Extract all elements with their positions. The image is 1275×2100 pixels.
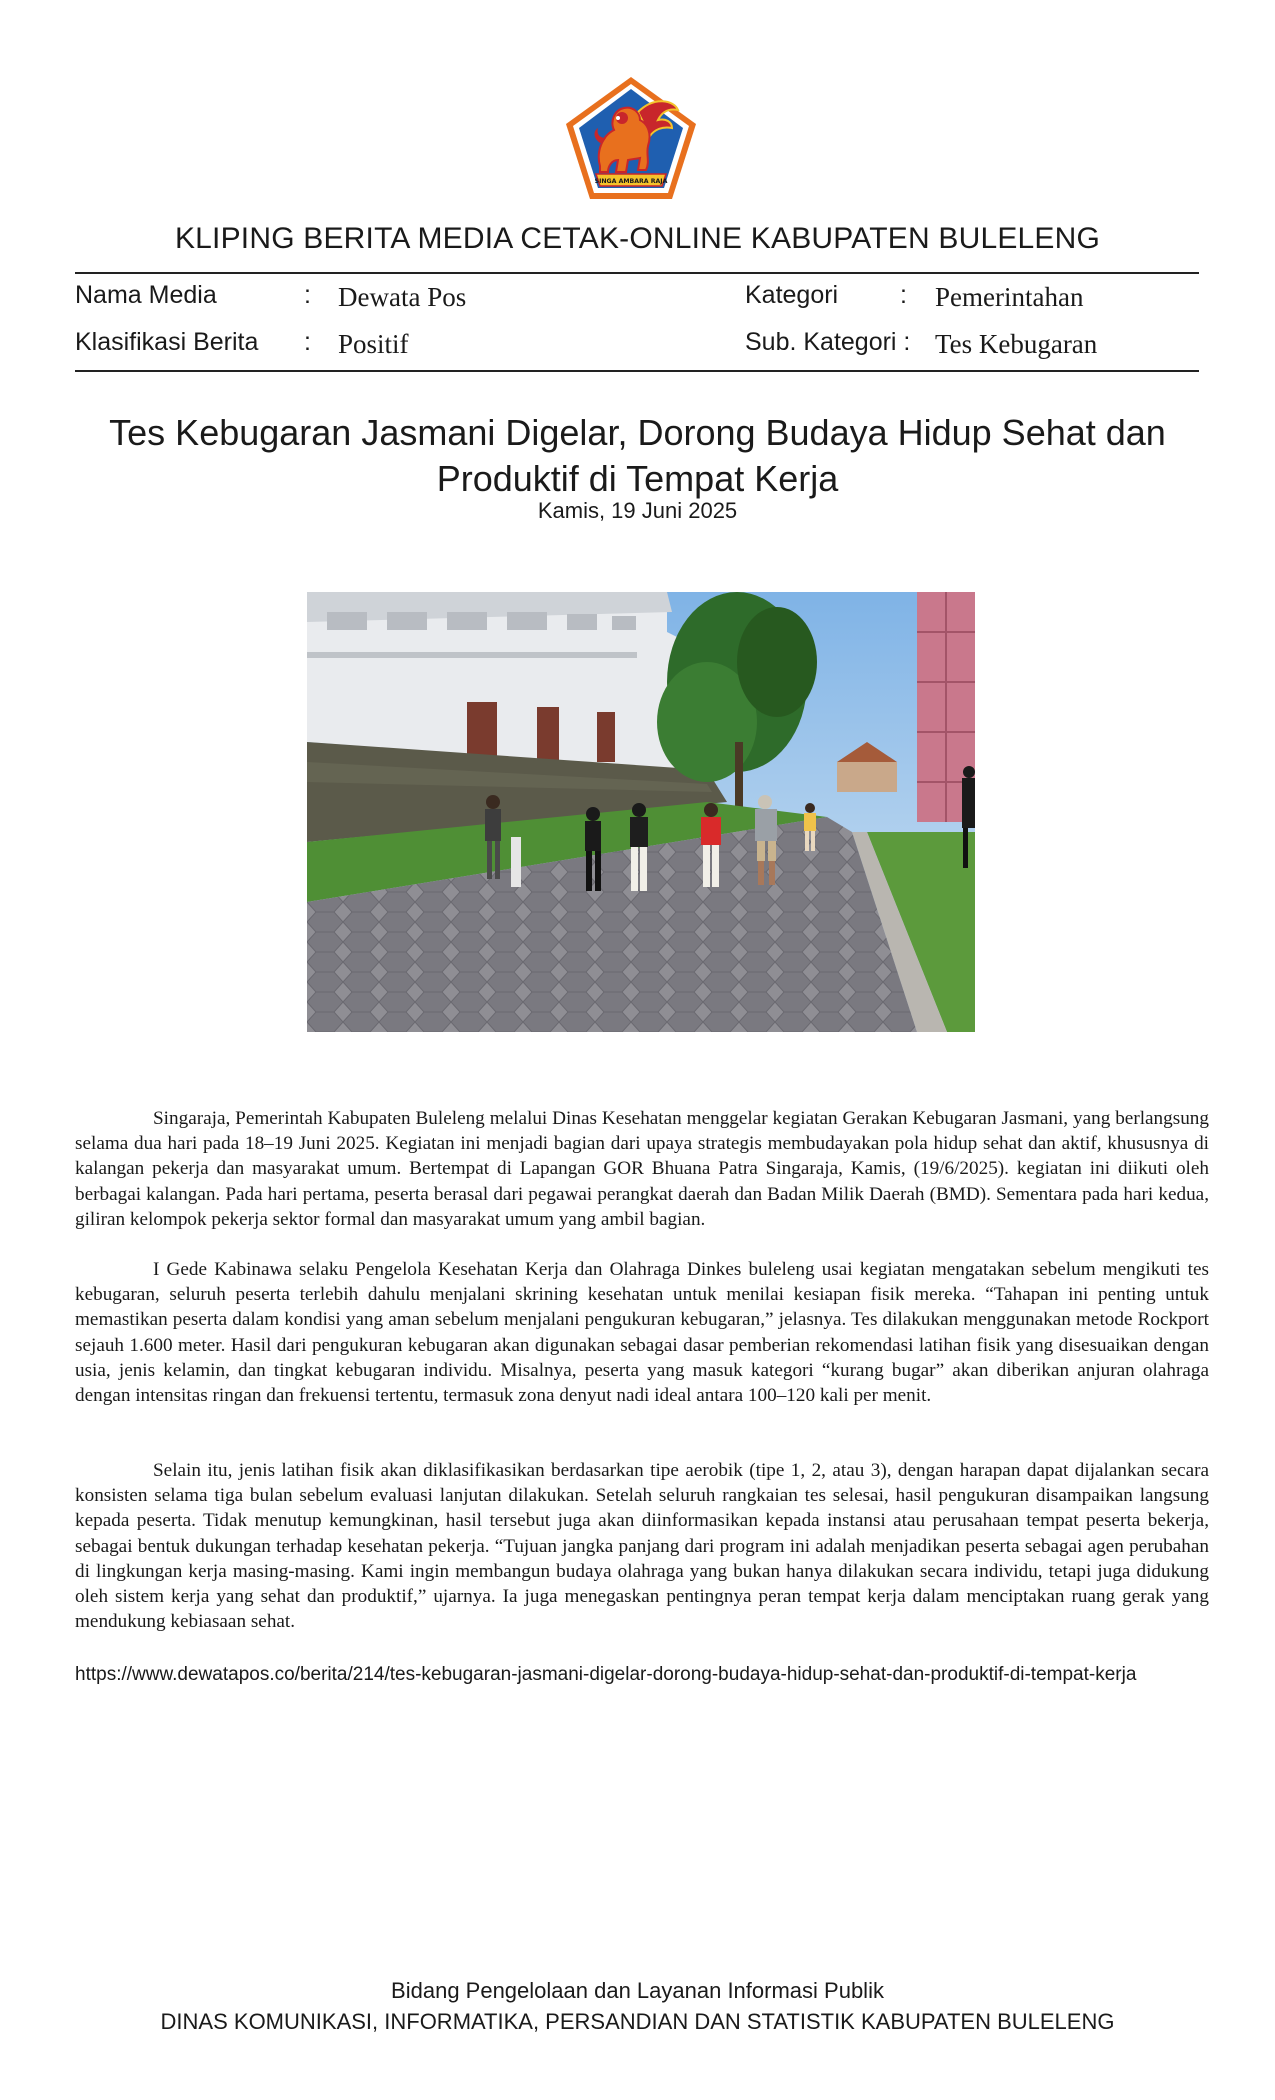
buleleng-emblem-logo	[562, 74, 700, 202]
kategori-value: Pemerintahan	[935, 282, 1084, 312]
headline-line-2: Produktif di Tempat Kerja	[436, 458, 839, 499]
article-date: Kamis, 19 Juni 2025	[537, 498, 738, 523]
nama-media-value: Dewata Pos	[338, 282, 467, 312]
article-photo	[307, 592, 975, 1032]
logo-motto: SINGA AMBARA RAJA	[594, 178, 668, 185]
nama-media-colon: :	[304, 281, 311, 309]
source-url-link[interactable]: https://www.dewatapos.co/berita/214/tes-kebugaran-jasmani-digelar-dorong-budaya-hidup-sehat-dan-produktif-di-tempat-kerja	[75, 1664, 1137, 1685]
klasifikasi-label: Klasifikasi Berita	[75, 328, 259, 356]
klasifikasi-value: Positif	[338, 329, 409, 359]
article-paragraph: I Gede Kabinawa selaku Pengelola Kesehatan Kerja dan Olahraga Dinkes buleleng usai kegiatan mengatakan sebelum mengikuti tes kebugaran, seluruh peserta terlebih dahulu menjalani skrining kesehatan untuk menilai kesiapan fisik mereka. “Tahapan ini penting untuk memastikan peserta dalam kondisi yang aman sebelum menjalani pengukuran kebugaran,” jelasnya. Tes dilakukan menggunakan metode Rockport sejauh 1.600 meter. Hasil dari pengukuran kebugaran akan digunakan sebagai dasar pemberian rekomendasi latihan fisik yang disesuaikan dengan usia, jenis kelamin, dan tingkat kebugaran individu. Misalnya, peserta yang masuk kategori “kurang bugar” akan diberikan anjuran olahraga dengan intensitas ringan dan frekuensi tertentu, termasuk zona denyut nadi ideal antara 100–120 kali per menit.	[75, 1259, 1209, 1407]
footer-agency: DINAS KOMUNIKASI, INFORMATIKA, PERSANDIAN DAN STATISTIK KABUPATEN BULELENG	[160, 2009, 1115, 2034]
header-top-rule	[75, 272, 1199, 274]
klasifikasi-colon: :	[304, 328, 311, 356]
kategori-label: Kategori	[745, 281, 839, 309]
article-paragraph: Singaraja, Pemerintah Kabupaten Buleleng melalui Dinas Kesehatan menggelar kegiatan Gerakan Kebugaran Jasmani, yang berlangsung selama dua hari pada 18–19 Juni 2025. Kegiatan ini menjadi bagian dari upaya strategis membudayakan pola hidup sehat dan aktif, khususnya di kalangan pekerja dan masyarakat umum. Bertempat di Lapangan GOR Bhuana Patra Singaraja, Kamis, (19/6/2025). kegiatan ini diikuti oleh berbagai kalangan. Pada hari pertama, peserta berasal dari pegawai perangkat daerah dan Badan Milik Daerah (BMD). Sementara pada hari kedua, giliran kelompok pekerja sektor formal dan masyarakat umum yang ambil bagian.	[75, 1108, 1209, 1230]
sub-kategori-value: Tes Kebugaran	[935, 329, 1098, 359]
article-headline	[100, 410, 1175, 502]
article-paragraph: Selain itu, jenis latihan fisik akan diklasifikasikan berdasarkan tipe aerobik (tipe 1, 2, atau 3), dengan harapan dapat dijalankan secara konsisten selama tiga bulan sebelum evaluasi lanjutan dilakukan. Setelah seluruh rangkaian tes selesai, hasil pengukuran disampaikan langsung kepada peserta. Tidak menutup kemungkinan, hasil tersebut juga akan diinformasikan kepada instansi atau perusahaan tempat peserta bekerja, sebagai bentuk dukungan terhadap kesehatan pekerja. “Tujuan jangka panjang dari program ini adalah menjadikan peserta sebagai agen perubahan di lingkungan kerja masing-masing. Kami ingin membangun budaya olahraga yang bukan hanya dilakukan secara individu, tetapi juga didukung oleh sistem kerja yang sehat dan produktif,” ujarnya. Ia juga menegaskan pentingnya peran tempat kerja dalam menciptakan ruang gerak yang mendukung kebiasaan sehat.	[75, 1460, 1209, 1633]
clipping-header-title: KLIPING BERITA MEDIA CETAK-ONLINE KABUPATEN BULELENG	[174, 222, 1101, 255]
headline-line-1: Tes Kebugaran Jasmani Digelar, Dorong Budaya Hidup Sehat dan	[109, 412, 1166, 453]
header-bottom-rule	[75, 370, 1199, 372]
sub-kategori-label: Sub. Kategori :	[745, 328, 911, 356]
footer-department: Bidang Pengelolaan dan Layanan Informasi Publik	[391, 1978, 884, 2003]
nama-media-label: Nama Media	[75, 281, 217, 309]
kategori-colon: :	[900, 281, 907, 309]
